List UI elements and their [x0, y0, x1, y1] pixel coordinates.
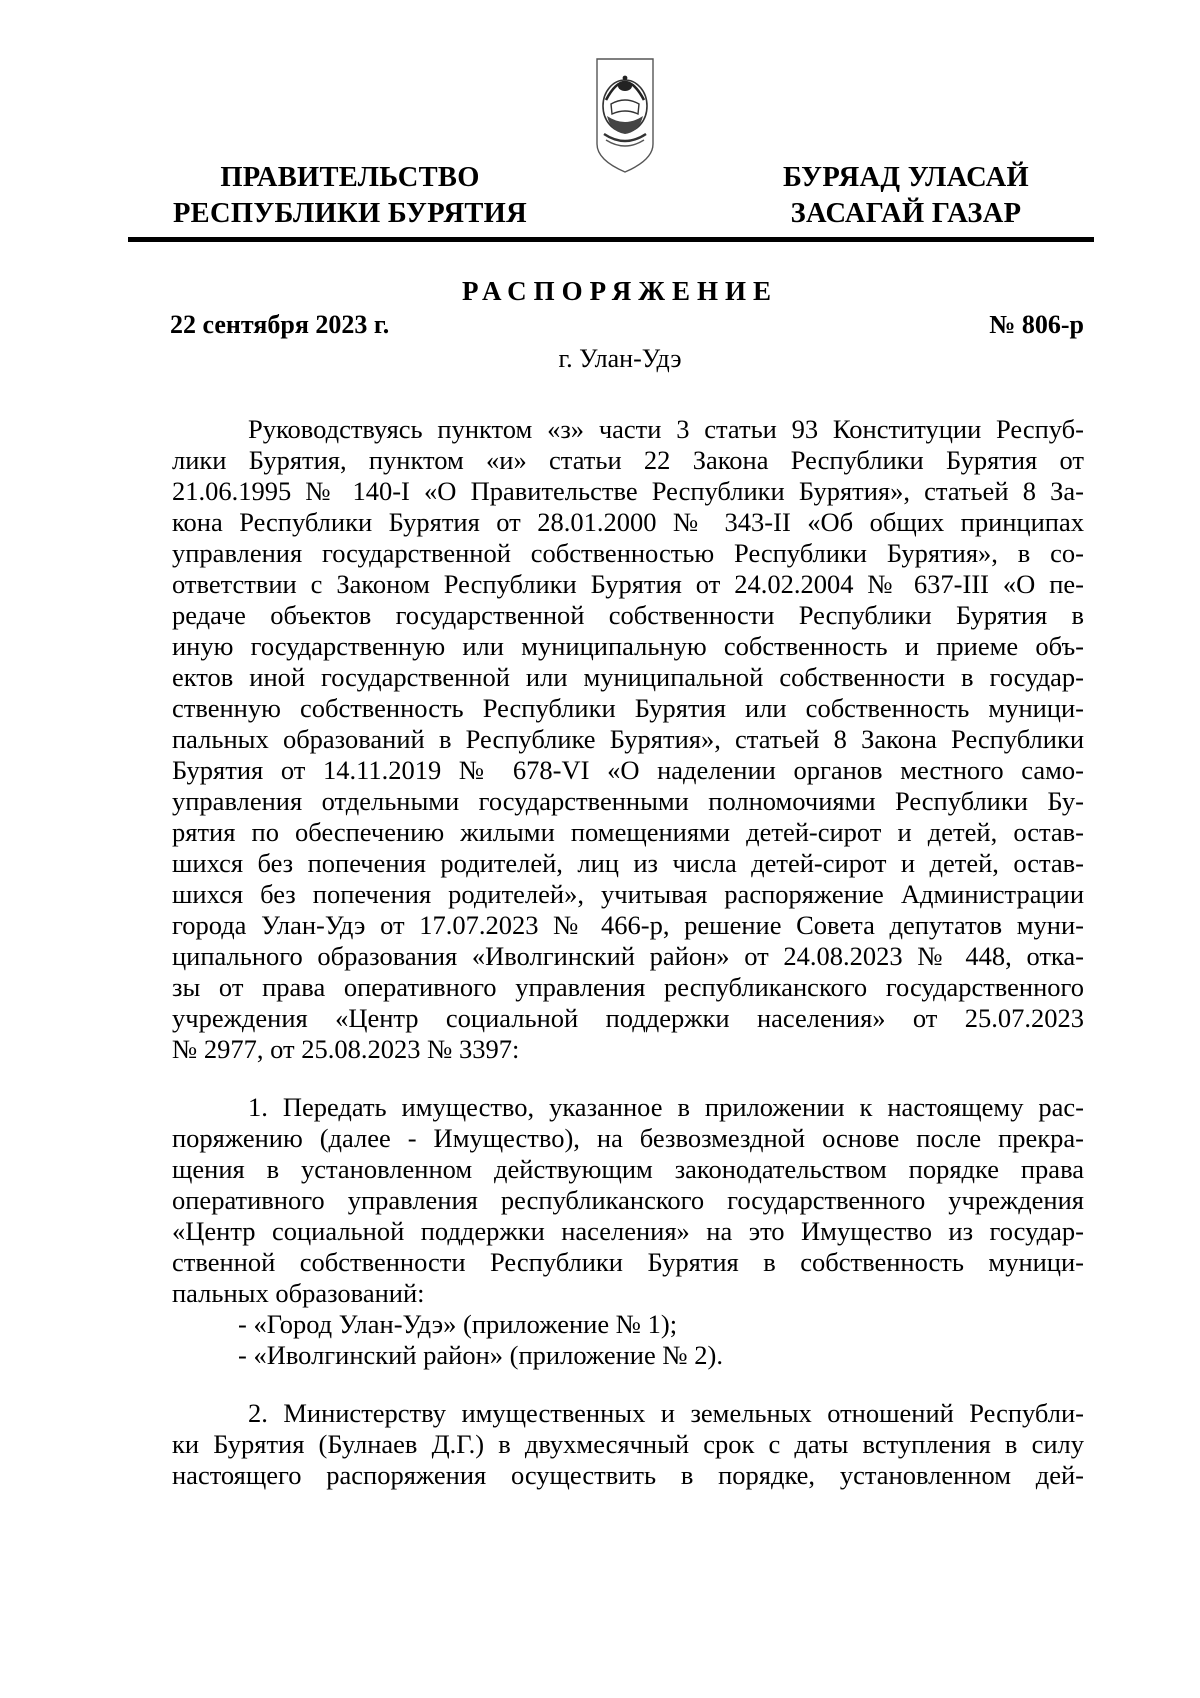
- body-line: учреждения «Центр социальной поддержки населения» от 25.07.2023: [172, 1003, 1084, 1033]
- body-line: пальных образований в Республике Бурятия», статьей 8 Закона Республики: [172, 724, 1084, 754]
- body-line: поряжению (далее - Имущество), на безвозмездной основе после прекра-: [172, 1123, 1084, 1153]
- body-line: настоящего распоряжения осуществить в порядке, установленном дей-: [172, 1460, 1084, 1490]
- document-title: РАСПОРЯЖЕНИЕ: [461, 276, 779, 306]
- header-left-line-2: РЕСПУБЛИКИ БУРЯТИЯ: [172, 198, 528, 229]
- body-line: шихся без попечения родителей», учитывая распоряжение Администрации: [172, 879, 1084, 909]
- document-number: № 806-р: [989, 310, 1084, 339]
- document-city: г. Улан-Удэ: [558, 344, 682, 373]
- body-line: управления отдельными государственными полномочиями Республики Бу-: [172, 786, 1084, 816]
- body-line: редаче объектов государственной собственности Республики Бурятия в: [172, 600, 1084, 630]
- body-line: шихся без попечения родителей, лиц из числа детей-сирот и детей, остав-: [172, 848, 1084, 878]
- body-line: Бурятия от 14.11.2019 № 678-VI «О наделении органов местного само-: [172, 755, 1084, 785]
- government-name-buryat: [756, 160, 1056, 232]
- body-line: рятия по обеспечению жилыми помещениями детей-сирот и детей, остав-: [172, 817, 1084, 847]
- body-line: «Центр социальной поддержки населения» на это Имущество из государ-: [172, 1216, 1084, 1246]
- body-line: ки Бурятия (Булнаев Д.Г.) в двухмесячный срок с даты вступления в силу: [172, 1429, 1084, 1459]
- header-left-line-1: ПРАВИТЕЛЬСТВО: [220, 162, 480, 193]
- body-line: ственную собственность Республики Бурятия или собственность муници-: [172, 693, 1084, 723]
- body-line: ципального образования «Иволгинский район» от 24.08.2023 № 448, отка-: [172, 941, 1084, 971]
- body-line: 2. Министерству имущественных и земельных отношений Республи-: [248, 1398, 1084, 1428]
- body-line: Руководствуясь пунктом «з» части 3 статьи 93 Конституции Респуб-: [248, 414, 1084, 444]
- header-divider: [128, 237, 1094, 242]
- body-line: 21.06.1995 № 140-I «О Правительстве Республики Бурятия», статьей 8 За-: [172, 476, 1084, 506]
- body-line: ектов иной государственной или муниципальной собственности в государ-: [172, 662, 1084, 692]
- body-line: пальных образований:: [172, 1278, 425, 1308]
- header-right-line-2: ЗАСАГАЙ ГАЗАР: [790, 198, 1022, 229]
- list-item: - «Город Улан-Удэ» (приложение № 1);: [238, 1309, 678, 1339]
- body-line: зы от права оперативного управления республиканского государственного: [172, 972, 1084, 1002]
- list-item: - «Иволгинский район» (приложение № 2).: [238, 1340, 723, 1370]
- body-line: ственной собственности Республики Бурятия в собственность муници-: [172, 1247, 1084, 1277]
- body-line: города Улан-Удэ от 17.07.2023 № 466-р, решение Совета депутатов муни-: [172, 910, 1084, 940]
- body-line: 1. Передать имущество, указанное в приложении к настоящему рас-: [248, 1092, 1084, 1122]
- header-right-line-1: БУРЯАД УЛАСАЙ: [782, 162, 1029, 193]
- body-line: иную государственную или муниципальную собственность и приеме объ-: [172, 631, 1084, 661]
- body-line: щения в установленном действующим законодательством порядке права: [172, 1154, 1084, 1184]
- body-line: оперативного управления республиканского государственного учреждения: [172, 1185, 1084, 1215]
- coat-of-arms-emblem: [594, 56, 656, 174]
- government-name-russian: [160, 160, 540, 232]
- body-line: ответствии с Законом Республики Бурятия от 24.02.2004 № 637-III «О пе-: [172, 569, 1084, 599]
- body-line: кона Республики Бурятия от 28.01.2000 № 343-II «Об общих принципах: [172, 507, 1084, 537]
- document-date: 22 сентября 2023 г.: [170, 310, 390, 339]
- body-line: лики Бурятия, пунктом «и» статьи 22 Закона Республики Бурятия от: [172, 445, 1084, 475]
- body-line: № 2977, от 25.08.2023 № 3397:: [172, 1034, 520, 1064]
- body-line: управления государственной собственностью Республики Бурятия», в со-: [172, 538, 1084, 568]
